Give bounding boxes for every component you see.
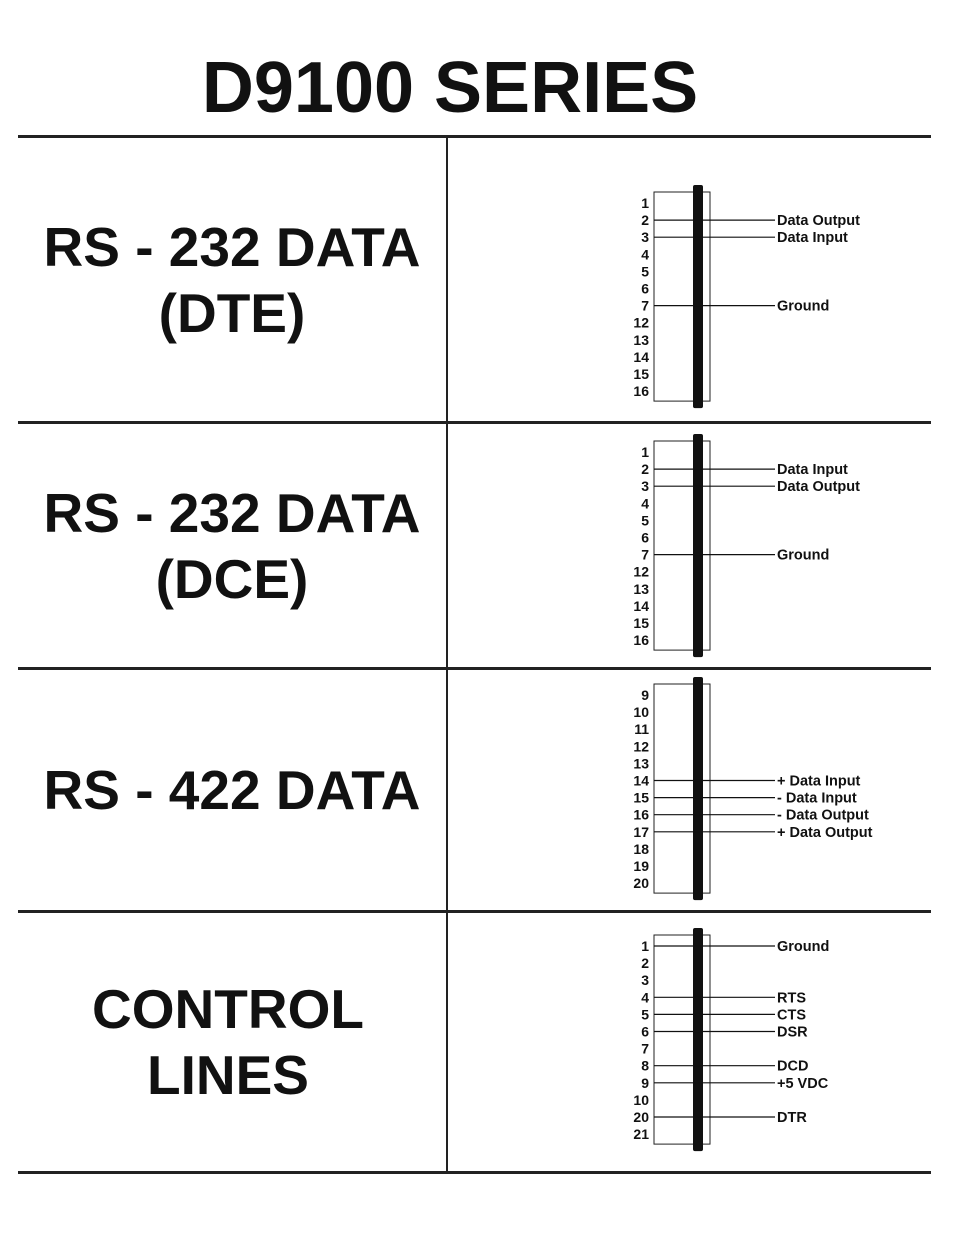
pin-number: 15 xyxy=(633,789,649,806)
signal-label: CTS xyxy=(777,1007,806,1024)
pin-number: 13 xyxy=(633,755,649,772)
pin-number: 10 xyxy=(633,704,649,721)
pin-number: 14 xyxy=(633,772,649,789)
pin-number: 2 xyxy=(641,461,649,478)
pin-number: 17 xyxy=(633,823,649,840)
signal-label: + Data Output xyxy=(777,824,873,841)
pin-number: 16 xyxy=(633,383,649,400)
pin-number: 12 xyxy=(633,314,649,331)
signal-label: Data Output xyxy=(777,479,860,496)
pin-number: 3 xyxy=(641,972,649,989)
pin-number: 2 xyxy=(641,212,649,229)
pin-number: 5 xyxy=(641,512,649,529)
pin-number: 4 xyxy=(641,989,649,1006)
pin-number: 11 xyxy=(634,721,649,738)
pin-number: 9 xyxy=(641,1074,649,1091)
signal-label: Data Input xyxy=(777,462,848,479)
pin-number: 16 xyxy=(633,632,649,649)
signal-label: - Data Input xyxy=(777,790,857,807)
pin-number: 7 xyxy=(641,297,649,314)
signal-label: DTR xyxy=(777,1110,807,1126)
pin-number: 3 xyxy=(641,229,649,246)
pin-number: 2 xyxy=(641,955,649,972)
signal-label: - Data Output xyxy=(777,807,869,824)
section-label-line: RS - 232 DATA xyxy=(43,481,421,544)
pin-number: 7 xyxy=(641,546,649,563)
section-label-line: LINES xyxy=(147,1044,309,1106)
section-label-line: RS - 422 DATA xyxy=(43,759,421,821)
pin-number: 13 xyxy=(633,580,649,597)
pin-number: 3 xyxy=(641,478,649,495)
signal-label: Data Output xyxy=(777,213,860,230)
pin-number: 20 xyxy=(633,875,649,892)
pin-number: 1 xyxy=(641,938,649,954)
pin-number: 8 xyxy=(641,1057,649,1074)
pin-number: 20 xyxy=(633,1109,649,1125)
signal-label: Data Input xyxy=(777,230,848,247)
pin-number: 18 xyxy=(633,840,649,857)
connector-bar xyxy=(693,928,703,1151)
signal-label: Ground xyxy=(777,939,830,955)
pin-number: 5 xyxy=(641,1006,649,1023)
pin-number: 14 xyxy=(633,348,649,365)
pin-number: 15 xyxy=(633,366,649,382)
pin-number: 9 xyxy=(641,687,649,703)
pin-number: 5 xyxy=(641,263,649,280)
pin-number: 7 xyxy=(641,1040,649,1057)
signal-label: Ground xyxy=(777,547,830,564)
pin-number: 6 xyxy=(641,280,649,297)
pin-number: 10 xyxy=(633,1091,649,1108)
pin-number: 21 xyxy=(633,1126,649,1143)
signal-label: Ground xyxy=(777,298,830,315)
pin-number: 1 xyxy=(641,195,649,211)
pin-number: 13 xyxy=(633,331,649,348)
pin-number: 15 xyxy=(633,615,649,631)
section-label-line: (DTE) xyxy=(158,281,306,344)
page-title: D9100 SERIES xyxy=(201,48,699,128)
pin-number: 6 xyxy=(641,529,649,546)
connector-bar xyxy=(693,677,703,900)
pin-number: 4 xyxy=(641,246,649,263)
pin-number: 1 xyxy=(641,444,649,460)
section-label-line: RS - 232 DATA xyxy=(43,215,421,278)
signal-label: RTS xyxy=(777,990,806,1007)
signal-label: +5 VDC xyxy=(777,1075,829,1092)
pin-number: 12 xyxy=(633,563,649,580)
connector-bar xyxy=(693,185,703,408)
pin-number: 12 xyxy=(633,738,649,755)
pin-number: 6 xyxy=(641,1023,649,1040)
section-label-line: CONTROL xyxy=(92,978,364,1040)
section-label-line: (DCE) xyxy=(155,547,309,610)
pin-number: 16 xyxy=(633,806,649,823)
pin-number: 4 xyxy=(641,495,649,512)
signal-label: + Data Input xyxy=(777,773,861,790)
connector-bar xyxy=(693,434,703,657)
pin-number: 19 xyxy=(633,858,649,874)
pin-number: 14 xyxy=(633,597,649,614)
signal-label: DCD xyxy=(777,1058,809,1075)
signal-label: DSR xyxy=(777,1024,808,1041)
